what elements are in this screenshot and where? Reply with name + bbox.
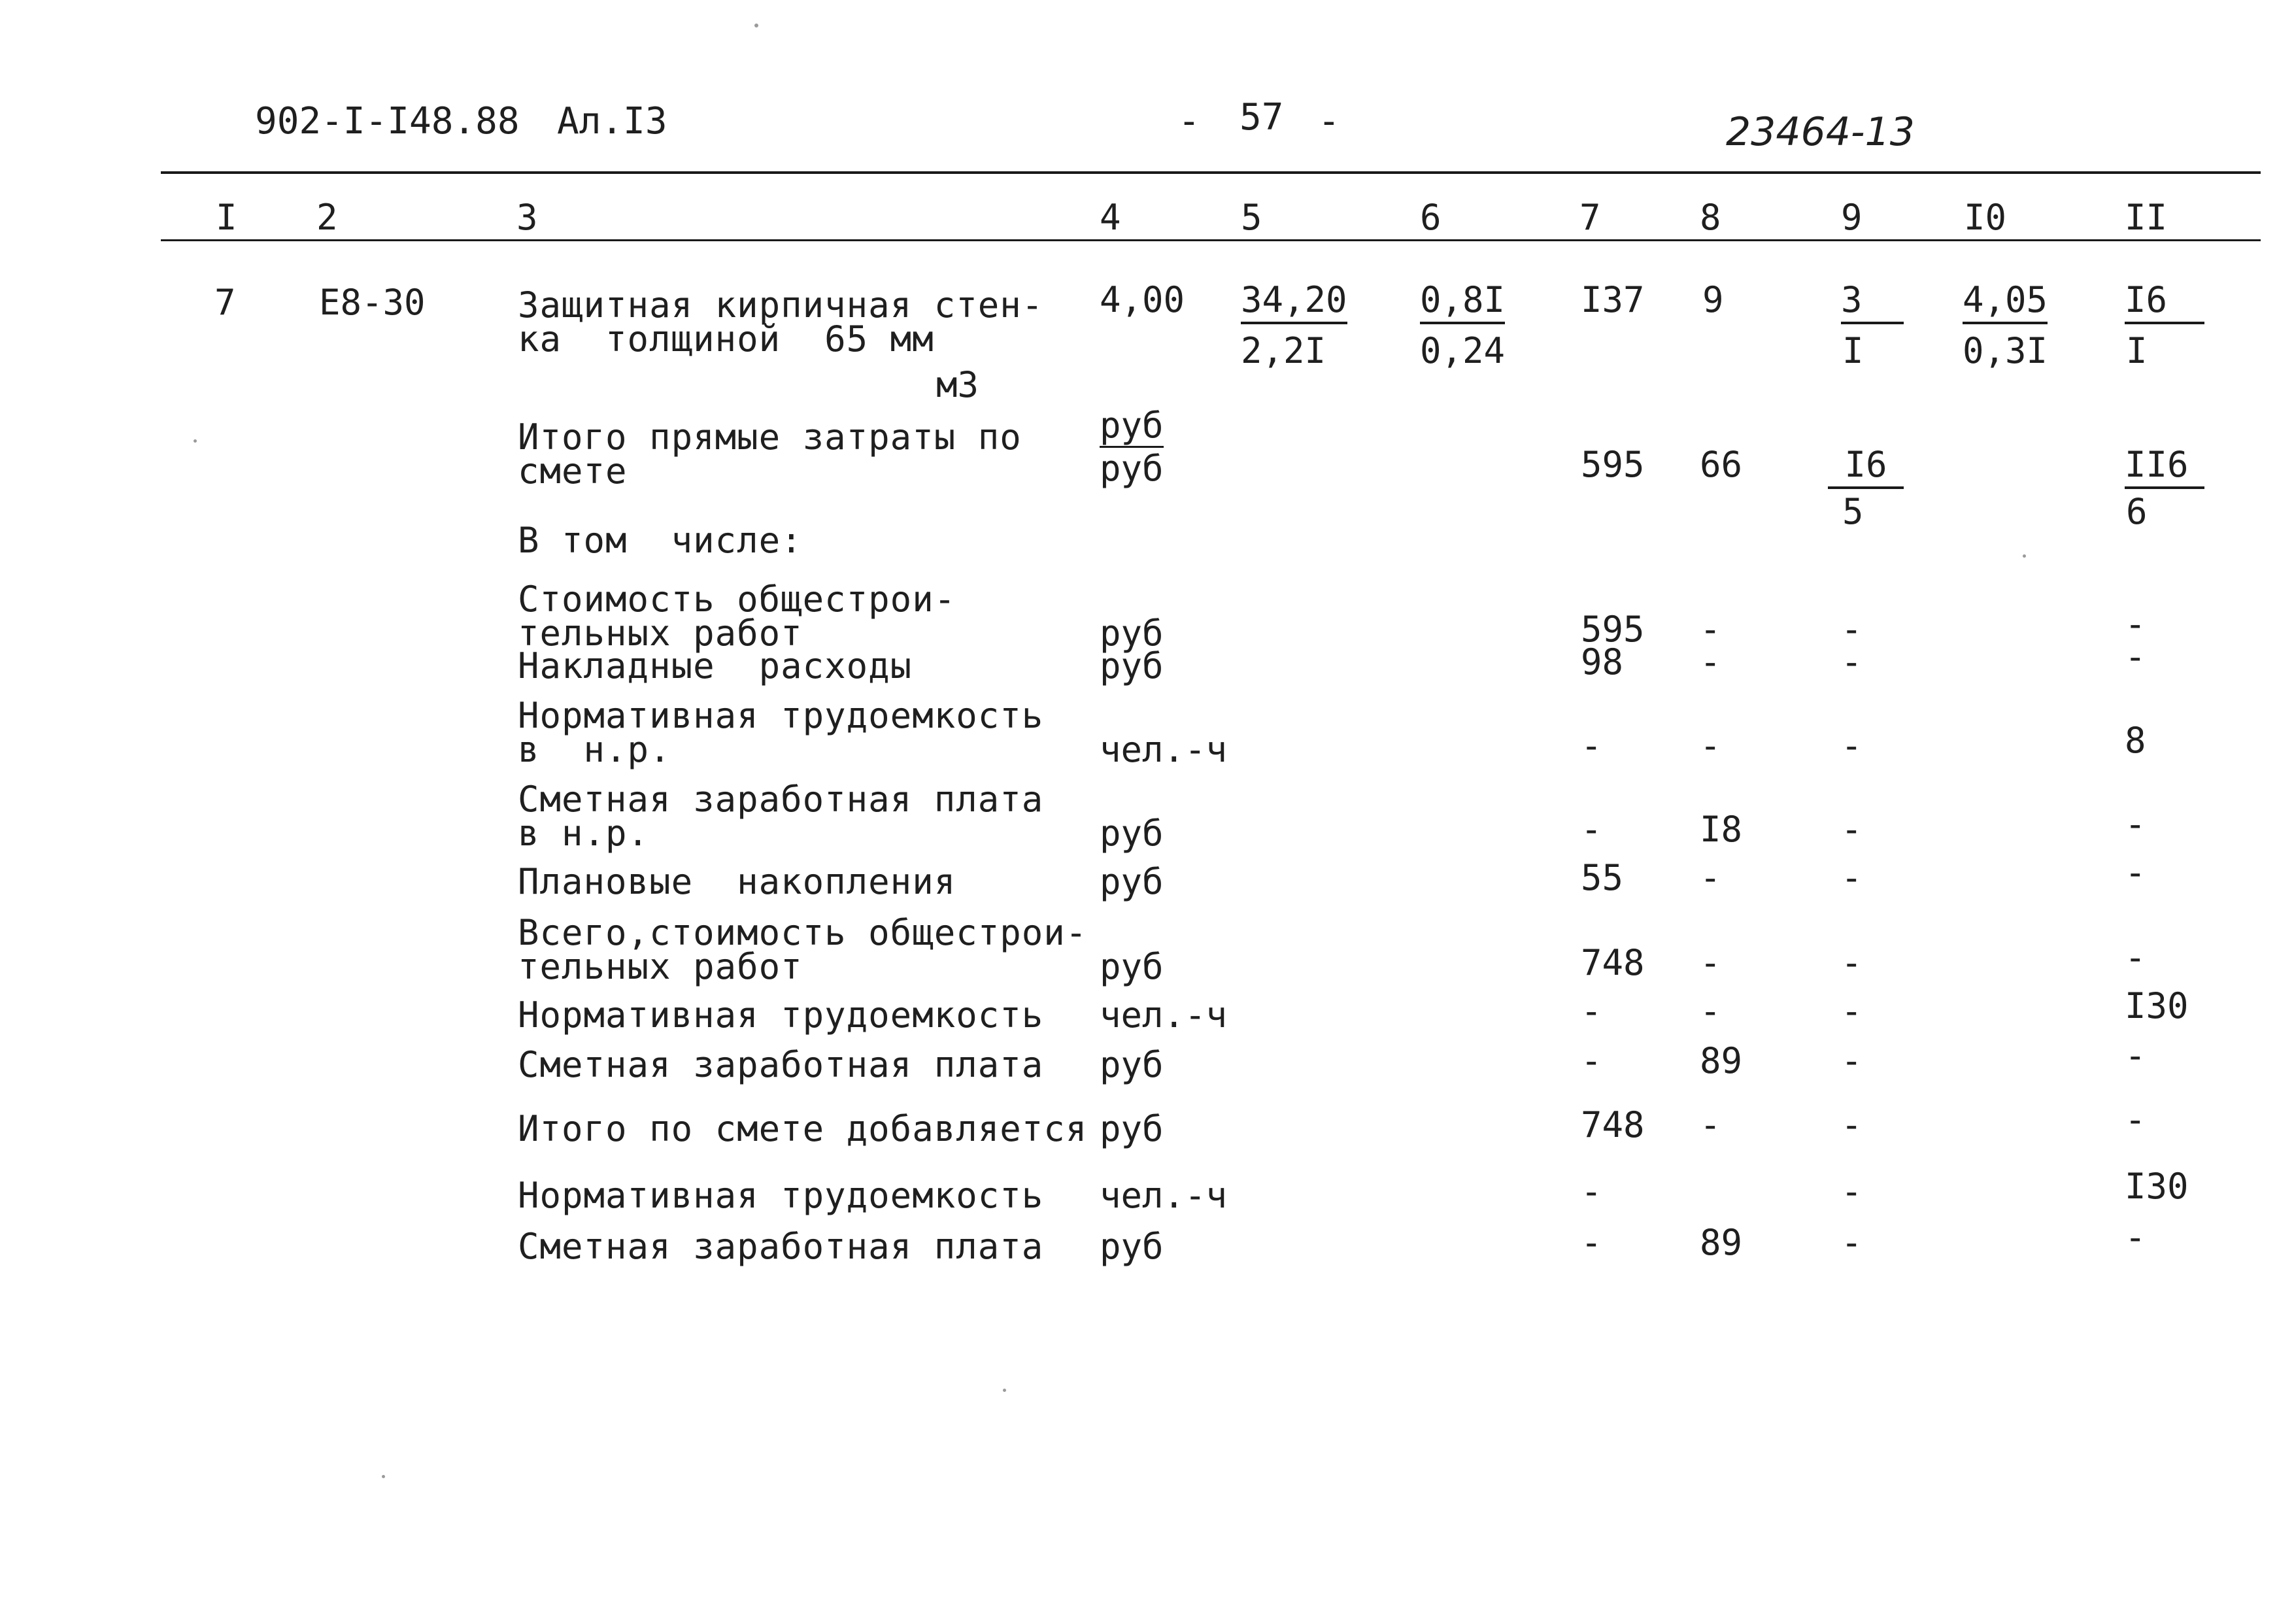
line-col8: I8	[1700, 809, 1743, 850]
col6-bottom-value: 0,24	[1420, 330, 1506, 371]
line-col7: 595	[1581, 609, 1645, 650]
page-dash-left: -	[1178, 100, 1200, 143]
line-col7: 748	[1581, 942, 1645, 983]
col8-value: 9	[1702, 279, 1724, 320]
line-col11: -	[2125, 636, 2146, 677]
totals-unit-bottom: руб	[1100, 448, 1164, 489]
col-header-8: 8	[1700, 197, 1721, 238]
col9-bottom-value: I	[1842, 330, 1864, 371]
line-col11: I30	[2125, 985, 2189, 1026]
row-description-line1: Защитная кирпичная стен-	[518, 284, 1044, 326]
line-col11: -	[2125, 1035, 2146, 1076]
row-number: 7	[214, 282, 236, 323]
line-label: Итого по смете добавляется	[518, 1108, 1088, 1149]
line-unit: чел.-ч	[1100, 1175, 1228, 1216]
line-label: Стоимость общестрои-	[518, 579, 956, 620]
line-col9: -	[1841, 857, 1863, 898]
page-number: 57	[1240, 96, 1284, 139]
line-col8: -	[1700, 1104, 1721, 1145]
col-header-1: I	[216, 197, 237, 238]
line-col9: -	[1841, 725, 1863, 766]
col-header-5: 5	[1241, 197, 1262, 238]
col10-top-value: 4,05	[1963, 282, 2048, 324]
scan-speck	[2023, 554, 2026, 558]
line-col7: -	[1581, 990, 1602, 1032]
line-col9: -	[1841, 809, 1863, 850]
line-unit: руб	[1100, 946, 1164, 987]
line-label-continued: тельных работ	[518, 946, 803, 987]
line-label: Плановые накопления	[518, 861, 956, 902]
col-header-10: I0	[1964, 197, 2007, 238]
col-header-2: 2	[316, 197, 338, 238]
col11-top-value: I6	[2125, 282, 2204, 324]
line-col8: -	[1700, 990, 1721, 1032]
row-description-line2: ка толщиной 65 мм	[518, 318, 934, 360]
line-label: Всего,стоимость общестрои-	[518, 912, 1088, 953]
line-col11: -	[2125, 852, 2146, 893]
line-col8: -	[1700, 942, 1721, 983]
scan-speck	[1003, 1389, 1006, 1392]
line-col7: -	[1581, 809, 1602, 850]
row-unit: м3	[936, 364, 979, 405]
row-quantity: 4,00	[1100, 279, 1185, 320]
scan-speck	[194, 439, 197, 443]
header-rule-bottom	[161, 239, 2261, 241]
totals-label-line2: смете	[518, 450, 628, 492]
line-col7: -	[1581, 1222, 1602, 1263]
totals-col9-top: I6	[1828, 447, 1904, 489]
line-col9: -	[1841, 1104, 1863, 1145]
line-col7: -	[1581, 1171, 1602, 1212]
col-header-9: 9	[1841, 197, 1863, 238]
line-col9: -	[1841, 942, 1863, 983]
totals-col11-bottom: 6	[2126, 491, 2148, 532]
col11-bottom-value: I	[2126, 330, 2148, 371]
line-label: Нормативная трудоемкость	[518, 1175, 1044, 1216]
col-header-4: 4	[1100, 197, 1121, 238]
album-number: Ал.I3	[557, 100, 667, 143]
line-col11: -	[2125, 1217, 2146, 1258]
line-col8: -	[1700, 857, 1721, 898]
page-dash-right: -	[1318, 100, 1340, 143]
totals-col9-bottom: 5	[1842, 491, 1864, 532]
line-unit: руб	[1100, 645, 1164, 686]
totals-unit-top: руб	[1100, 408, 1164, 448]
col-header-3: 3	[516, 197, 538, 238]
handwritten-stamp: 23464-13	[1726, 109, 1915, 155]
line-col11: -	[2125, 804, 2146, 845]
col7-value: I37	[1581, 279, 1645, 320]
col5-bottom-value: 2,2I	[1241, 330, 1326, 371]
col-header-7: 7	[1579, 197, 1601, 238]
scan-speck	[382, 1475, 385, 1478]
line-unit: руб	[1100, 1108, 1164, 1149]
line-label: Накладные расходы	[518, 645, 913, 686]
line-label: Нормативная трудоемкость	[518, 695, 1044, 736]
line-col11: -	[2125, 1099, 2146, 1140]
line-col11: 8	[2125, 720, 2146, 761]
line-col8: -	[1700, 609, 1721, 650]
line-label: Сметная заработная плата	[518, 779, 1044, 820]
col9-top-value: 3	[1841, 282, 1904, 324]
totals-col11-top: II6	[2125, 447, 2204, 489]
line-col9: -	[1841, 1222, 1863, 1263]
totals-col8: 66	[1700, 444, 1743, 485]
line-unit: руб	[1100, 813, 1164, 854]
including-label: В том числе:	[518, 520, 803, 561]
col-header-11: II	[2125, 197, 2168, 238]
document-code: 902-I-I48.88	[255, 100, 520, 143]
scan-speck	[754, 24, 758, 27]
row-code: E8-30	[319, 282, 426, 323]
line-unit: чел.-ч	[1100, 994, 1228, 1036]
line-label: Сметная заработная плата	[518, 1044, 1044, 1085]
line-unit: чел.-ч	[1100, 729, 1228, 770]
col10-bottom-value: 0,3I	[1963, 330, 2048, 371]
line-col7: -	[1581, 1040, 1602, 1081]
line-label-continued: в н.р.	[518, 813, 650, 854]
line-col9: -	[1841, 641, 1863, 683]
header-rule-top	[161, 171, 2261, 174]
line-unit: руб	[1100, 613, 1164, 654]
line-col7: -	[1581, 725, 1602, 766]
line-col9: -	[1841, 1171, 1863, 1212]
line-col11: I30	[2125, 1166, 2189, 1207]
line-label: Нормативная трудоемкость	[518, 994, 1044, 1036]
line-unit: руб	[1100, 1226, 1164, 1267]
line-unit: руб	[1100, 1044, 1164, 1085]
totals-col7: 595	[1581, 444, 1645, 485]
line-col8: 89	[1700, 1222, 1743, 1263]
line-col8: 89	[1700, 1040, 1743, 1081]
line-col8: -	[1700, 725, 1721, 766]
col-header-6: 6	[1420, 197, 1442, 238]
line-label: Сметная заработная плата	[518, 1226, 1044, 1267]
line-col11: -	[2125, 937, 2146, 978]
line-col9: -	[1841, 990, 1863, 1032]
line-col11: -	[2125, 603, 2146, 645]
line-col7: 55	[1581, 857, 1624, 898]
line-label-continued: тельных работ	[518, 613, 803, 654]
line-col8: -	[1700, 641, 1721, 683]
col6-top-value: 0,8I	[1420, 282, 1505, 324]
col5-top-value: 34,20	[1241, 282, 1347, 324]
line-col7: 748	[1581, 1104, 1645, 1145]
line-col7: 98	[1581, 641, 1624, 683]
totals-label-line1: Итого прямые затраты по	[518, 416, 1022, 458]
line-col9: -	[1841, 609, 1863, 650]
line-unit: руб	[1100, 861, 1164, 902]
line-label-continued: в н.р.	[518, 729, 671, 770]
line-col9: -	[1841, 1040, 1863, 1081]
